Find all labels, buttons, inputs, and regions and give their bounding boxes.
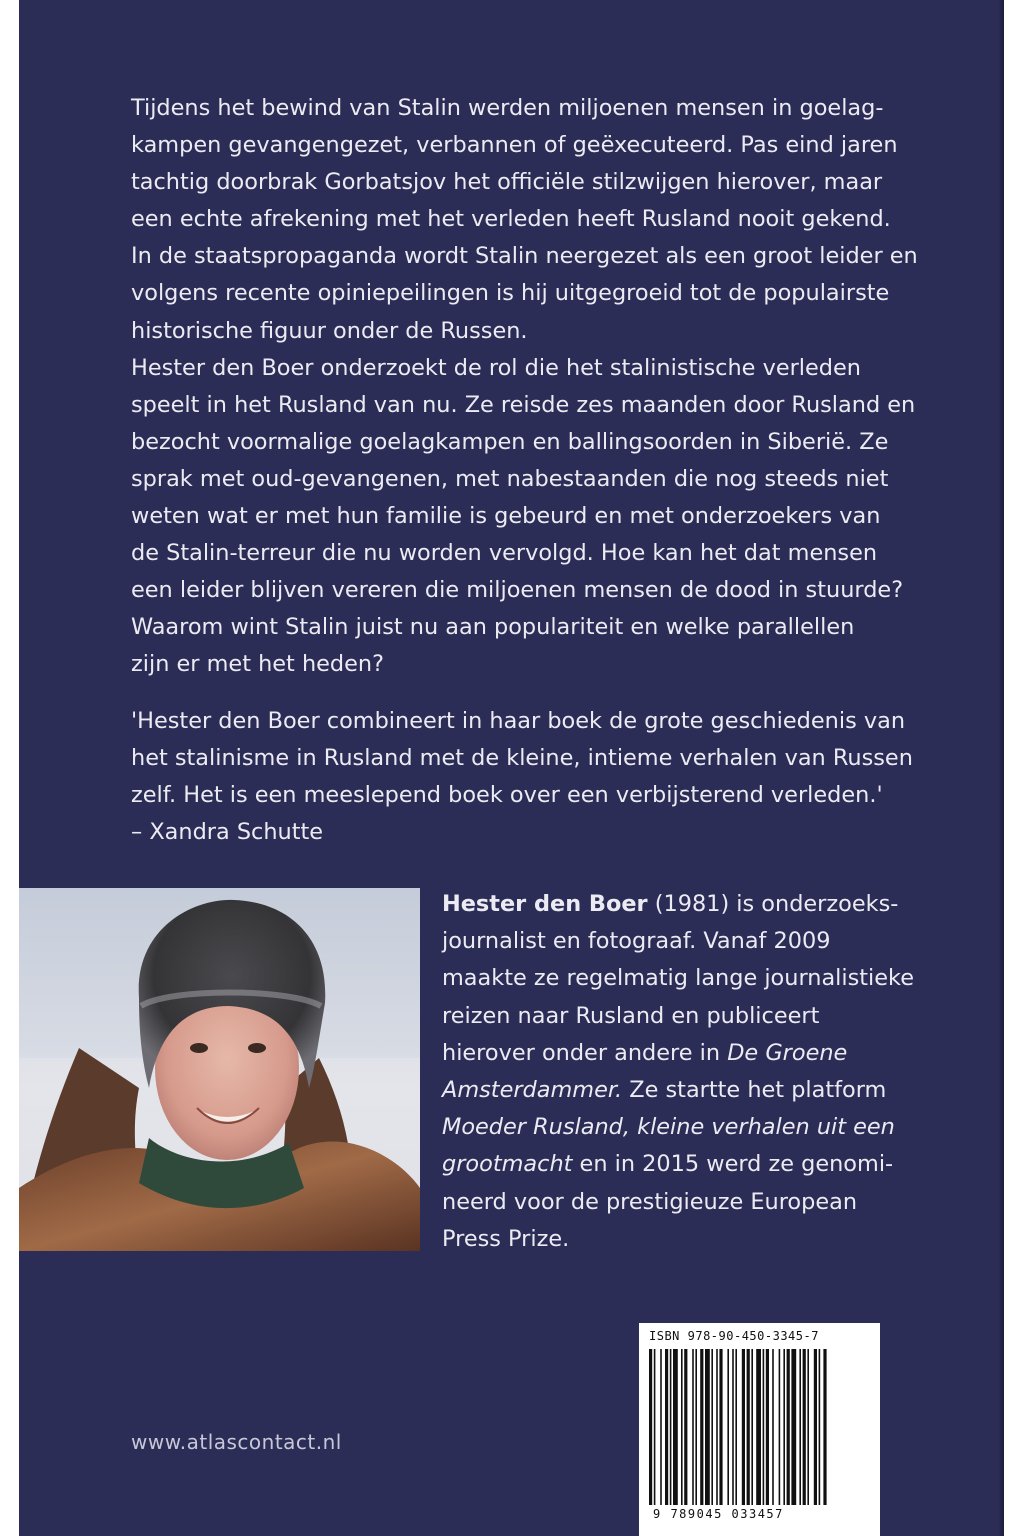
- platform-title: Moeder Rusland, kleine verhalen uit een: [442, 1114, 895, 1141]
- blurb-line: een leider blijven vereren die miljoenen mensen de dood in stuurde?: [131, 577, 904, 604]
- blurb-text: [131, 90, 918, 684]
- blurb-line: kampen gevangengezet, verbannen of geëxecuteerd. Pas eind jaren: [131, 132, 898, 159]
- blurb-line: zijn er met het heden?: [131, 651, 384, 678]
- bio-line: [442, 1146, 922, 1183]
- blurb-line: volgens recente opiniepeilingen is hij uitgegroeid tot de populairste: [131, 280, 890, 307]
- blurb-line: speelt in het Rusland van nu. Ze reisde zes maanden door Rusland en: [131, 391, 916, 418]
- blurb-line: weten wat er met hun familie is gebeurd en met onderzoekers van: [131, 503, 881, 530]
- blurb-line: historische figuur onder de Russen.: [131, 317, 528, 344]
- blurb-line: Hester den Boer onderzoekt de rol die het stalinistische verleden: [131, 354, 861, 381]
- bio-line: neerd voor de prestigieuze European: [442, 1188, 858, 1215]
- author-name: Hester den Boer: [442, 891, 648, 917]
- bio-line: maakte ze regelmatig lange journalistieke: [442, 965, 914, 992]
- back-cover: [19, 0, 1004, 1536]
- bio-text: (1981) is onderzoeks-: [647, 891, 899, 917]
- author-photo: [19, 888, 420, 1251]
- isbn-barcode: [639, 1323, 880, 1536]
- blurb-line: tachtig doorbrak Gorbatsjov het officiële stilzwijgen hierover, maar: [131, 169, 883, 196]
- platform-title: grootmacht: [442, 1151, 573, 1178]
- publication-title: Amsterdammer.: [442, 1077, 623, 1104]
- blurb-line: de Stalin-terreur die nu worden vervolgd. Hoe kan het dat mensen: [131, 540, 878, 567]
- blurb-line: sprak met oud-gevangenen, met nabestaanden die nog steeds niet: [131, 465, 889, 492]
- quote-line: 'Hester den Boer combineert in haar boek de grote geschiedenis van: [131, 708, 906, 734]
- bio-line: [442, 1035, 922, 1072]
- bio-line: journalist en fotograaf. Vanaf 2009: [442, 928, 831, 955]
- bio-line: reizen naar Rusland en publiceert: [442, 1002, 820, 1029]
- bio-line: [442, 1109, 922, 1146]
- publisher-website[interactable]: www.atlascontact.nl: [131, 1430, 342, 1454]
- blurb-line: bezocht voormalige goelagkampen en ballingsoorden in Siberië. Ze: [131, 428, 889, 455]
- quote-line: zelf. Het is een meeslepend boek over een verbijsterend verleden.': [131, 782, 883, 809]
- bio-line: [442, 1072, 922, 1109]
- quote-attribution: – Xandra Schutte: [131, 819, 324, 846]
- bio-text: Ze startte het platform: [622, 1077, 887, 1104]
- blurb-line: Waarom wint Stalin juist nu aan populariteit en welke parallellen: [131, 614, 855, 641]
- review-quote: [131, 703, 921, 851]
- quote-line: het stalinisme in Rusland met de kleine, intieme verhalen van Russen: [131, 745, 913, 772]
- bio-text: en in 2015 werd ze genomi-: [572, 1151, 894, 1178]
- edge-shadow: [998, 0, 1004, 1536]
- author-bio: [442, 886, 922, 1258]
- bio-line: [442, 886, 922, 923]
- publication-title: De Groene: [727, 1039, 848, 1066]
- blurb-line: Tijdens het bewind van Stalin werden miljoenen mensen in goelag-: [131, 95, 884, 121]
- bio-line: Press Prize.: [442, 1225, 570, 1252]
- blurb-line: In de staatspropaganda wordt Stalin neergezet als een groot leider en: [131, 243, 918, 270]
- author-portrait-illustration: [19, 888, 420, 1251]
- barcode-digits: 9 789045 033457: [653, 1507, 784, 1521]
- isbn-label: ISBN 978-90-450-3345-7: [649, 1329, 819, 1343]
- blurb-line: een echte afrekening met het verleden heeft Rusland nooit gekend.: [131, 206, 891, 233]
- bio-text: hierover onder andere in: [442, 1039, 728, 1066]
- barcode-bars: [639, 1323, 880, 1536]
